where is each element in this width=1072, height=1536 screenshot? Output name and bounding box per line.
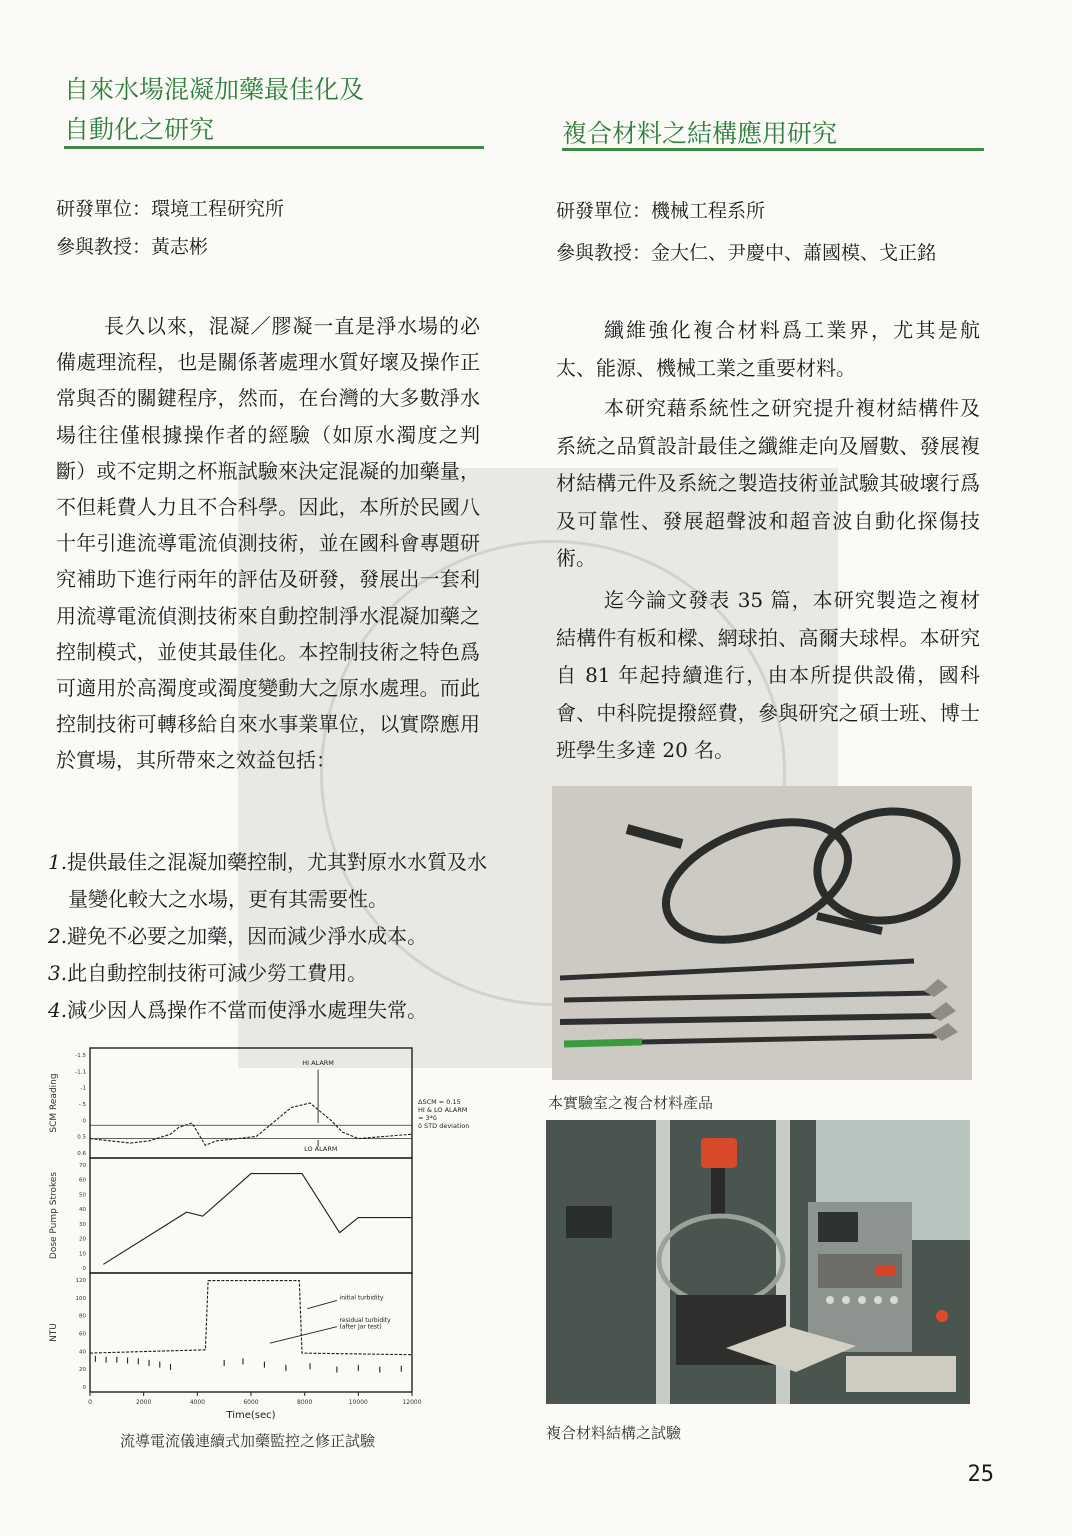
right-research-unit: 研發單位：機械工程系所 [556,200,766,222]
left-title-line2: 自動化之研究 [64,115,215,144]
chart-annotation: HI ALARM [302,1059,334,1068]
chart-y-axis-label: Dose Pump Strokes [49,1171,59,1260]
chart-y-tick-label: 0.6 [77,1151,86,1157]
photo2-caption: 複合材料結構之試驗 [546,1424,682,1442]
right-paragraph-2: 本研究藉系統性之研究提升複材結構件及系統之品質設計最佳之纖維走向及層數、發展複材結構元件及系統之製造技術並試驗其破壞行爲及可靠性、發展超聲波和超音波自動化探傷技術。 [556,396,980,570]
chart-panel-frame [90,1048,412,1158]
chart-y-axis-label: SCM Reading [49,1073,59,1133]
composite-products-photo [552,786,972,1080]
right-paragraph-1: 纖維強化複合材料爲工業界，尤其是航太、能源、機械工業之重要材料。 [556,318,980,380]
chart-x-tick-label: 0 [88,1399,92,1406]
chart-y-tick-label: 60 [79,1331,86,1338]
chart-y-tick-label: 0 [82,1266,86,1272]
chart-legend-entry: δ STD deviation [418,1122,470,1130]
chart-annotation: initial turbidity [339,1294,384,1302]
chart-series-line [103,1174,412,1265]
control-test-chart [40,1040,500,1425]
list-item [48,918,488,955]
list-item-number: 1. [48,850,68,874]
list-item-text: 減少因人爲操作不當而使淨水處理失常。 [67,998,428,1022]
chart-annotation-arrow [307,1300,337,1308]
list-item-number: 4. [48,998,68,1022]
chart-y-tick-label: -1.1 [75,1069,86,1076]
right-title-rule [562,148,984,151]
left-title-line1: 自來水場混凝加藥最佳化及 [64,75,365,104]
left-professor: 參與教授：黃志彬 [56,236,209,258]
chart-y-tick-label: 50 [79,1192,86,1199]
chart-y-tick-label: 30 [79,1221,86,1228]
list-item [48,992,488,1029]
list-item-text: 避免不必要之加藥，因而減少淨水成本。 [67,924,428,948]
right-professor: 參與教授：金大仁、尹慶中、蕭國模、戈正銘 [556,242,937,264]
racket-and-clubs-illustration [552,786,972,1080]
list-item [48,844,488,918]
chart-annotation: residual turbidity [339,1316,391,1324]
list-item-text: 提供最佳之混凝加藥控制，尤其對原水水質及水量變化較大之水場，更有其需要性。 [67,850,488,911]
benefits-list [48,844,488,1029]
chart-legend-entry: HI & LO ALARM [418,1106,468,1114]
chart-x-tick-label: 6000 [243,1399,259,1406]
chart-panel-frame [90,1158,412,1273]
chart-y-tick-label: -.5 [78,1102,86,1108]
left-body-paragraph: 長久以來，混凝／膠凝一直是淨水場的必備處理流程，也是關係著處理水質好壞及操作正常與否的關鍵程序，然而，在台灣的大多數淨水場往往僅根據操作者的經驗（如原水濁度之判斷）或不定期之杯瓶試驗來決定混凝的加藥量，不但耗費人力且不合科學。因此，本所於民國八十年引進流導電流偵測技術，並在國科會專題研究補助下進行兩年的評估及研發，發展出一套利用流導電流偵測技術來自動控制淨水混凝加藥之控制模式，並使其最佳化。本控制技術之特色爲可適用於高濁度或濁度變動大之原水處理。而此控制技術可轉移給自來水事業單位，以實際應用於實場，其所帶來之效益包括： [56,314,480,773]
left-research-unit: 研發單位：環境工程研究所 [56,198,285,220]
chart-x-tick-label: 2000 [136,1399,152,1406]
photo1-caption: 本實驗室之複合材料產品 [548,1094,714,1112]
chart-caption: 流導電流儀連續式加藥監控之修正試驗 [120,1432,376,1450]
structure-test-photo [546,1120,970,1404]
chart-x-tick-label: 8000 [297,1399,313,1406]
chart-annotation: LO ALARM [304,1145,338,1154]
chart-annotation: (after Jar test) [339,1323,382,1331]
chart-y-axis-label: NTU [49,1323,59,1342]
chart-legend-entry: ΔSCM = 0.15 [418,1098,461,1106]
chart-y-tick-label: 100 [75,1295,86,1302]
chart-panel-frame [90,1273,412,1392]
chart-y-tick-label: -1 [80,1085,86,1092]
chart-y-tick-label: 40 [79,1207,86,1214]
chart-annotation-arrow [270,1327,337,1343]
list-item [48,955,488,992]
chart-y-tick-label: 80 [79,1313,86,1320]
chart-x-axis-label: Time(sec) [226,1410,276,1421]
chart-y-tick-label: 120 [75,1278,86,1284]
chart-y-tick-label: 40 [79,1349,86,1356]
right-title: 複合材料之結構應用研究 [562,119,838,148]
chart-y-tick-label: 0.5 [77,1134,86,1141]
chart-y-tick-label: 10 [79,1251,86,1258]
chart-y-tick-label: 60 [79,1177,86,1184]
chart-y-tick-label: 20 [79,1367,86,1374]
chart-y-tick-label: 0 [82,1385,86,1391]
page-number: 25 [967,1462,994,1487]
list-item-text: 此自動控制技術可減少勞工費用。 [67,961,368,985]
chart-x-tick-label: 4000 [189,1399,205,1406]
chart-y-tick-label: 20 [79,1236,86,1243]
list-item-number: 3. [48,961,68,985]
chart-y-tick-label: 0 [82,1118,86,1125]
chart-y-tick-label: 70 [79,1163,86,1169]
right-paragraph-3: 迄今論文發表 35 篇，本研究製造之複材結構件有板和樑、網球拍、高爾夫球桿。本研究自 81 年起持續進行，由本所提供設備，國科會、中科院提撥經費，參與研究之碩士班、博士班學生多達 20 名。 [556,588,980,762]
test-machine-illustration [546,1120,970,1404]
chart-x-tick-label: 10000 [348,1399,368,1406]
chart-legend-entry: = 3*δ [418,1114,437,1122]
list-item-number: 2. [48,924,68,948]
chart-y-tick-label: -1.5 [75,1053,86,1059]
chart-x-tick-label: 12000 [402,1399,422,1406]
left-title-rule [64,146,484,149]
